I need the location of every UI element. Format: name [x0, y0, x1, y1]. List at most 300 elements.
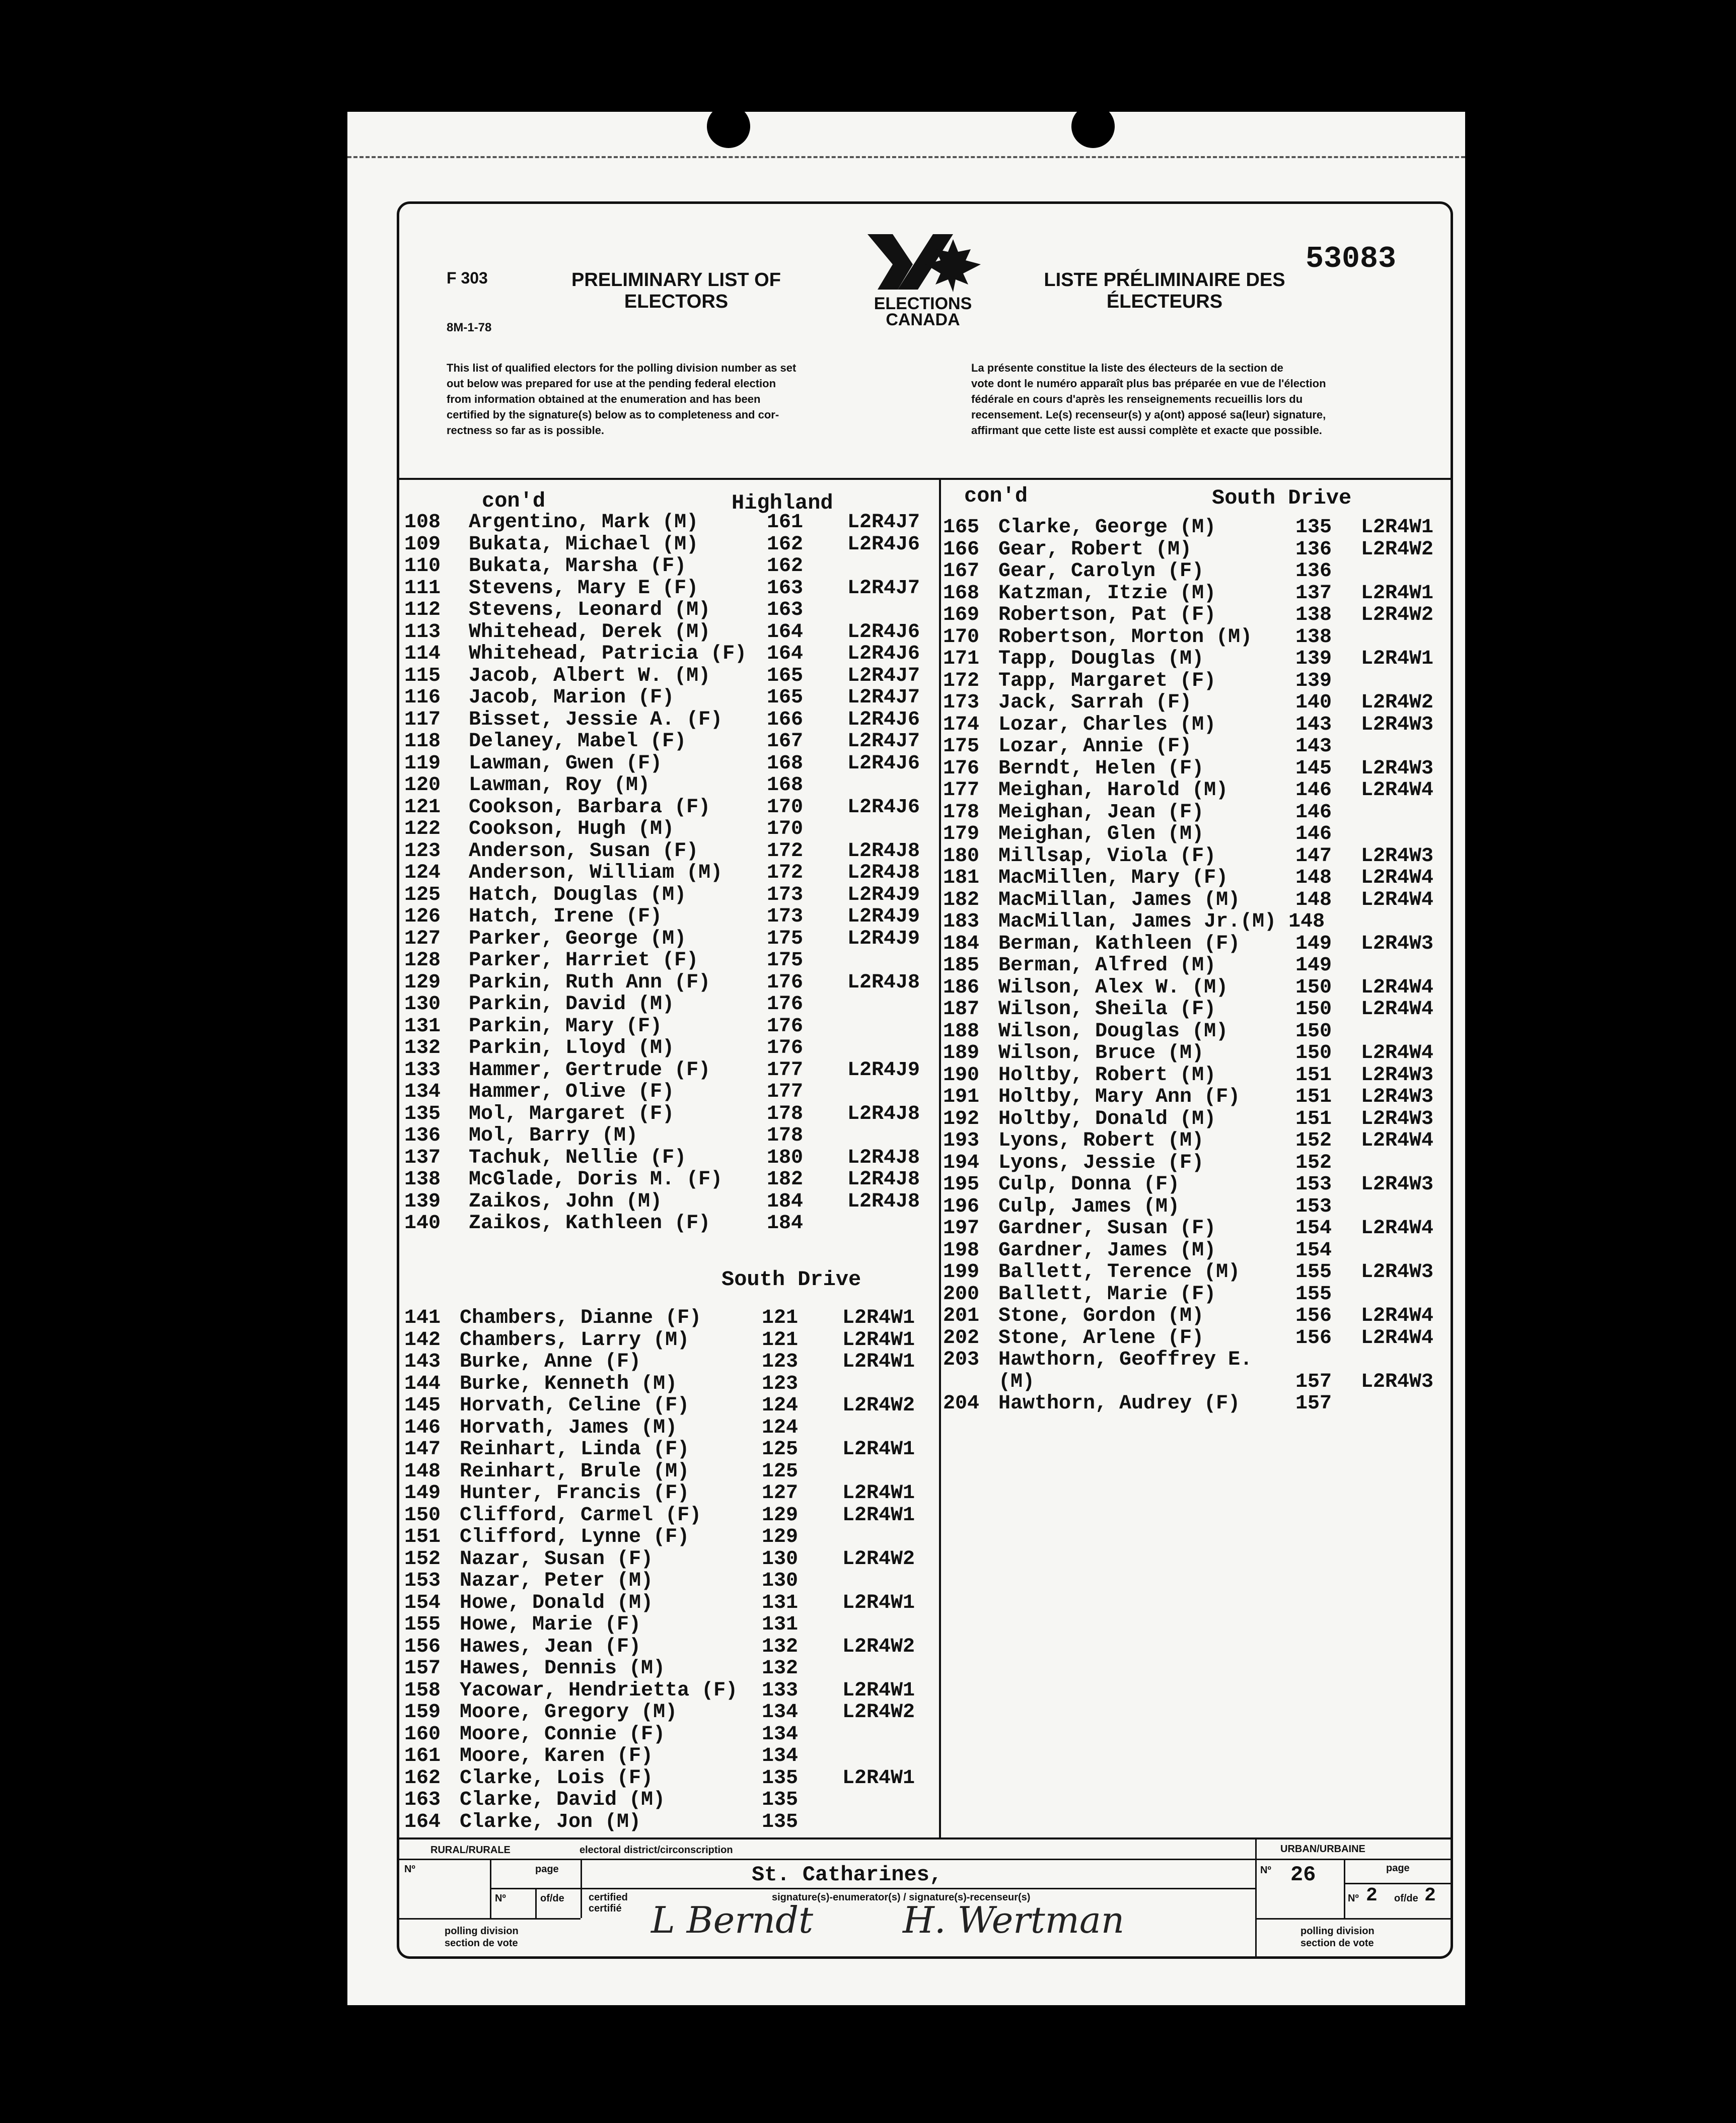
left-heading-contd: con'd: [482, 489, 546, 513]
postal-code: L2R4W2: [842, 1635, 915, 1658]
postal-code: L2R4J6: [847, 752, 920, 775]
house-number: 147: [1295, 844, 1332, 868]
elector-name: Horvath, Celine (F): [460, 1394, 690, 1417]
elector-name: Parkin, Lloyd (M): [469, 1037, 675, 1059]
elector-name: Hatch, Irene (F): [469, 905, 663, 928]
elector-name: Anderson, William (M): [469, 862, 723, 884]
elector-name: Lyons, Jessie (F): [998, 1151, 1204, 1174]
intro-line: La présente constitue la liste des électeurs de la section de: [971, 362, 1283, 374]
postal-code: L2R4W3: [1361, 1064, 1434, 1087]
intro-text-en: [447, 360, 890, 438]
house-number: 184: [767, 1190, 804, 1213]
form-code: F 303: [447, 269, 488, 287]
house-number: 175: [767, 949, 804, 972]
intro-line: This list of qualified electors for the polling division number as set: [447, 362, 797, 374]
elector-number: 127: [404, 927, 441, 950]
house-number: 145: [1295, 757, 1332, 780]
polling-label-right: polling division section de vote: [1300, 1926, 1375, 1949]
house-number: 124: [762, 1416, 799, 1439]
elector-number: 156: [404, 1635, 441, 1658]
title-en: [545, 269, 807, 313]
elector-name: Katzman, Itzie (M): [998, 582, 1216, 605]
elector-number: 201: [943, 1305, 980, 1327]
elector-number: 187: [943, 998, 980, 1021]
elector-number: 193: [943, 1129, 980, 1152]
postal-code: L2R4W2: [1361, 538, 1434, 561]
elector-number: 132: [404, 1037, 441, 1059]
house-number: 184: [767, 1212, 804, 1235]
elector-number: 196: [943, 1195, 980, 1218]
elector-name: Lozar, Annie (F): [998, 735, 1192, 758]
house-number: 164: [767, 620, 804, 644]
footer-rule: [1255, 1918, 1451, 1920]
elector-name: Chambers, Dianne (F): [460, 1307, 702, 1329]
footer-rule: [535, 1888, 537, 1918]
postal-code: L2R4J9: [847, 927, 920, 950]
elector-name: Meighan, Jean (F): [998, 801, 1204, 824]
intro-line: from information obtained at the enumeration and has been: [447, 393, 761, 405]
elector-name: Hawes, Jean (F): [460, 1635, 641, 1658]
postal-code: L2R4W1: [1361, 582, 1434, 605]
house-number: 168: [767, 774, 804, 797]
house-number: 150: [1295, 1020, 1332, 1043]
elector-name: Meighan, Glen (M): [998, 823, 1204, 845]
postal-code: L2R4J9: [847, 883, 920, 906]
urban-page-value: 2: [1366, 1885, 1378, 1906]
elector-name: Parker, George (M): [469, 927, 687, 950]
house-number: 136: [1295, 560, 1332, 583]
elector-number: 195: [943, 1173, 980, 1196]
house-number: 139: [1295, 648, 1332, 670]
elector-number: 155: [404, 1613, 441, 1636]
elector-number: 157: [404, 1657, 441, 1680]
elector-name: Clarke, Jon (M): [460, 1810, 641, 1833]
elector-name: Howe, Donald (M): [460, 1591, 654, 1614]
house-number: 124: [762, 1394, 799, 1417]
house-number: 154: [1295, 1217, 1332, 1240]
house-number: 148: [1295, 867, 1332, 889]
elector-number: 160: [404, 1723, 441, 1746]
title-fr-line2: ÉLECTEURS: [1106, 291, 1223, 312]
postal-code: L2R4J8: [847, 971, 920, 994]
elector-name: Holtby, Robert (M): [998, 1064, 1216, 1087]
postal-code: L2R4W4: [1361, 1305, 1434, 1327]
house-number: 172: [767, 839, 804, 863]
footer-rule: [1344, 1859, 1345, 1918]
elector-name: Culp, Donna (F): [998, 1173, 1180, 1196]
elector-name: Wilson, Douglas (M): [998, 1020, 1228, 1043]
elector-number: 190: [943, 1064, 980, 1087]
elector-number: 126: [404, 905, 441, 928]
elector-number: 166: [943, 538, 980, 561]
list-top-rule: [399, 478, 1451, 480]
elector-number: 192: [943, 1107, 980, 1130]
elector-name: Reinhart, Linda (F): [460, 1438, 690, 1461]
title-fr: [1034, 269, 1295, 313]
elector-number: 110: [404, 555, 441, 578]
house-number: 143: [1295, 713, 1332, 736]
house-number: 135: [762, 1766, 799, 1790]
intro-line: vote dont le numéro apparaît plus bas préparée en vue de l'élection: [971, 377, 1326, 390]
elector-number: 119: [404, 752, 441, 775]
elector-number: 148: [404, 1460, 441, 1483]
house-number: 177: [767, 1058, 804, 1082]
urban-of-label: of/de: [1394, 1893, 1418, 1904]
right-heading-street: South Drive: [1212, 486, 1352, 510]
postal-code: L2R4W3: [1361, 1173, 1434, 1196]
elector-number: 151: [404, 1526, 441, 1548]
elector-number: 150: [404, 1504, 441, 1527]
elector-number: 143: [404, 1351, 441, 1373]
footer-rule: [399, 1859, 1255, 1860]
postal-code: L2R4W4: [1361, 1129, 1434, 1152]
elector-number: 129: [404, 971, 441, 994]
elector-name: Bisset, Jessie A. (F): [469, 708, 723, 731]
house-number: 164: [767, 643, 804, 665]
electors-form: [397, 201, 1453, 1959]
elector-number: 131: [404, 1015, 441, 1038]
elector-number: 130: [404, 993, 441, 1016]
elector-number: 179: [943, 823, 980, 845]
elector-name: Zaikos, Kathleen (F): [469, 1212, 711, 1235]
elector-name: Holtby, Mary Ann (F): [998, 1086, 1241, 1108]
elector-name: Burke, Kenneth (M): [460, 1372, 678, 1395]
elector-number: 185: [943, 954, 980, 977]
elector-number: 128: [404, 949, 441, 972]
house-number: 132: [762, 1657, 799, 1680]
postal-code: L2R4W1: [842, 1504, 915, 1527]
elector-number: 189: [943, 1042, 980, 1065]
urban-label: URBAN/URBAINE: [1280, 1844, 1365, 1855]
left-heading-street: Highland: [732, 491, 833, 515]
signature-label: signature(s)-enumerator(s) / signature(s)-recenseur(s): [772, 1892, 1031, 1903]
elector-number: 158: [404, 1679, 441, 1702]
house-number: 170: [767, 796, 804, 819]
house-number: 136: [1295, 538, 1332, 561]
elector-name: Moore, Karen (F): [460, 1745, 654, 1767]
elector-name: Gear, Carolyn (F): [998, 560, 1204, 583]
postal-code: L2R4W1: [842, 1482, 915, 1505]
elector-number: 123: [404, 839, 441, 863]
logo-text: [857, 296, 988, 328]
form-date: 8M-1-78: [447, 321, 492, 334]
postal-code: L2R4J6: [847, 708, 920, 731]
house-number: 127: [762, 1482, 799, 1505]
house-number: 155: [1295, 1261, 1332, 1284]
elector-name: Robertson, Pat (F): [998, 604, 1216, 626]
house-number: 165: [767, 664, 804, 687]
elector-number: 176: [943, 757, 980, 780]
postal-code: L2R4W4: [1361, 998, 1434, 1021]
form-footer: [399, 1837, 1451, 1958]
elector-number: 198: [943, 1239, 980, 1262]
elector-name: Chambers, Larry (M): [460, 1328, 690, 1352]
elector-number: 113: [404, 620, 441, 644]
house-number: 134: [762, 1723, 799, 1746]
elector-name: Gear, Robert (M): [998, 538, 1192, 561]
elector-name: Moore, Gregory (M): [460, 1701, 678, 1724]
house-number: 165: [767, 686, 804, 709]
intro-line: certified by the signature(s) below as to completeness and cor-: [447, 408, 779, 421]
postal-code: L2R4J6: [847, 643, 920, 665]
footer-rule: [1255, 1859, 1451, 1860]
postal-code: L2R4W4: [1361, 779, 1434, 802]
elector-number: 173: [943, 691, 980, 714]
house-number: 140: [1295, 691, 1332, 714]
postal-code: L2R4J7: [847, 577, 920, 600]
elector-number: 167: [943, 560, 980, 583]
intro-line: out below was prepared for use at the pending federal election: [447, 377, 776, 390]
elector-name: Hunter, Francis (F): [460, 1482, 690, 1505]
postal-code: L2R4W4: [1361, 1042, 1434, 1065]
elector-number: 144: [404, 1372, 441, 1395]
postal-code: L2R4W4: [1361, 867, 1434, 889]
house-number: 153: [1295, 1173, 1332, 1196]
elector-number: 186: [943, 976, 980, 999]
elector-number: 138: [404, 1168, 441, 1191]
elector-name: Berndt, Helen (F): [998, 757, 1204, 780]
elector-number: 175: [943, 735, 980, 758]
postal-code: L2R4J8: [847, 1102, 920, 1125]
elector-number: 162: [404, 1766, 441, 1790]
house-number: 135: [762, 1789, 799, 1811]
elector-name: Lyons, Robert (M): [998, 1129, 1204, 1152]
elector-number: 178: [943, 801, 980, 824]
house-number: 131: [762, 1613, 799, 1636]
elector-name: Hawthorn, Geoffrey E.: [998, 1349, 1253, 1371]
house-number: 152: [1295, 1129, 1332, 1152]
elector-number: 174: [943, 713, 980, 736]
footer-rule: [399, 1918, 581, 1920]
house-number: 121: [762, 1328, 799, 1352]
elector-name: Parkin, Ruth Ann (F): [469, 971, 711, 994]
house-number: 157: [1295, 1370, 1332, 1393]
house-number: 133: [762, 1679, 799, 1702]
postal-code: L2R4J6: [847, 533, 920, 556]
elector-number: 140: [404, 1212, 441, 1235]
right-heading-contd: con'd: [964, 484, 1028, 508]
house-number: 152: [1295, 1151, 1332, 1174]
binder-hole: [1071, 105, 1115, 148]
elector-number: 112: [404, 599, 441, 621]
elector-number: 114: [404, 643, 441, 665]
house-number: 166: [767, 708, 804, 731]
title-en-line1: PRELIMINARY LIST OF: [571, 269, 781, 291]
elector-name: Hammer, Gertrude (F): [469, 1058, 711, 1082]
elector-number: 118: [404, 730, 441, 753]
elector-name: Meighan, Harold (M): [998, 779, 1228, 802]
elector-name: Gardner, Susan (F): [998, 1217, 1216, 1240]
house-number: 130: [762, 1547, 799, 1571]
postal-code: L2R4W1: [842, 1679, 915, 1702]
postal-code: L2R4W2: [842, 1701, 915, 1724]
house-number: 177: [767, 1081, 804, 1103]
urban-no-label: Nº: [1260, 1865, 1271, 1876]
elector-name: Stone, Arlene (F): [998, 1326, 1204, 1350]
elector-number: 124: [404, 862, 441, 884]
house-number: 172: [767, 862, 804, 884]
house-number: 125: [762, 1460, 799, 1483]
house-number: 149: [1295, 954, 1332, 977]
house-number: 138: [1295, 625, 1332, 649]
elector-number: 202: [943, 1326, 980, 1350]
postal-code: L2R4W2: [1361, 691, 1434, 714]
postal-code: L2R4W3: [1361, 1086, 1434, 1108]
elector-name: MacMillan, James Jr.(M) 148: [998, 910, 1325, 933]
elector-number: 199: [943, 1261, 980, 1284]
elector-number: 117: [404, 708, 441, 731]
house-number: 170: [767, 818, 804, 840]
elector-name: Lawman, Roy (M): [469, 774, 650, 797]
elector-number: 111: [404, 577, 441, 600]
rural-no-small: Nº: [495, 1893, 506, 1904]
elector-name: Stevens, Leonard (M): [469, 599, 711, 621]
elector-number: 165: [943, 516, 980, 539]
elector-name: Hawes, Dennis (M): [460, 1657, 666, 1680]
postal-code: L2R4W1: [1361, 516, 1434, 539]
elector-name: Moore, Connie (F): [460, 1723, 666, 1746]
house-number: 150: [1295, 1042, 1332, 1065]
elector-name: Jacob, Marion (F): [469, 686, 675, 709]
elector-number: 134: [404, 1081, 441, 1103]
postal-code: L2R4W3: [1361, 1107, 1434, 1130]
elector-number: 120: [404, 774, 441, 797]
intro-line: fédérale en cours d'après les renseignements recueillis lors du: [971, 393, 1303, 405]
elector-number: 182: [943, 888, 980, 911]
rural-label: RURAL/RURALE: [430, 1845, 511, 1856]
house-number: 154: [1295, 1239, 1332, 1262]
elector-name: Mol, Margaret (F): [469, 1102, 675, 1125]
house-number: 151: [1295, 1064, 1332, 1087]
postal-code: L2R4J9: [847, 1058, 920, 1082]
elector-number: 141: [404, 1307, 441, 1329]
intro-text-fr: [971, 360, 1414, 438]
elector-name: Parkin, Mary (F): [469, 1015, 663, 1038]
house-number: 151: [1295, 1086, 1332, 1108]
elector-name: Wilson, Sheila (F): [998, 998, 1216, 1021]
postal-code: L2R4W1: [842, 1307, 915, 1329]
elector-number: 168: [943, 582, 980, 605]
elector-name: Nazar, Susan (F): [460, 1547, 654, 1571]
house-number: 153: [1295, 1195, 1332, 1218]
district-label: electoral district/circonscription: [580, 1845, 733, 1856]
house-number: 176: [767, 993, 804, 1016]
elector-name: Parkin, David (M): [469, 993, 675, 1016]
elector-number: 177: [943, 779, 980, 802]
elector-number: 197: [943, 1217, 980, 1240]
elector-number: 163: [404, 1789, 441, 1811]
house-number: 151: [1295, 1107, 1332, 1130]
house-number: 129: [762, 1526, 799, 1548]
house-number: 149: [1295, 932, 1332, 955]
elector-name: Hawthorn, Audrey (F): [998, 1392, 1241, 1415]
urban-page-no-label: Nº: [1348, 1893, 1359, 1904]
elector-name: Tapp, Margaret (F): [998, 669, 1216, 692]
house-number: 173: [767, 883, 804, 906]
house-number: 134: [762, 1745, 799, 1767]
elector-number: 188: [943, 1020, 980, 1043]
elector-name: Clarke, George (M): [998, 516, 1216, 539]
house-number: 135: [1295, 516, 1332, 539]
elector-name: Anderson, Susan (F): [469, 839, 699, 863]
footer-rule: [1255, 1839, 1257, 1958]
elector-number: 194: [943, 1151, 980, 1174]
urban-no-value: 26: [1290, 1863, 1316, 1887]
intro-line: rectness so far as is possible.: [447, 424, 605, 437]
house-number: 161: [767, 511, 804, 534]
house-number: 163: [767, 599, 804, 621]
postal-code: L2R4W1: [842, 1351, 915, 1373]
postal-code: L2R4J7: [847, 511, 920, 534]
elector-number: 109: [404, 533, 441, 556]
elector-number: 137: [404, 1146, 441, 1169]
elector-number: 135: [404, 1102, 441, 1125]
house-number: 134: [762, 1701, 799, 1724]
postal-code: L2R4W3: [1361, 932, 1434, 955]
house-number: 168: [767, 752, 804, 775]
elector-name: Hatch, Douglas (M): [469, 883, 687, 906]
house-number: 176: [767, 1015, 804, 1038]
left-section2-heading: South Drive: [721, 1267, 861, 1292]
district-value: St. Catharines,: [752, 1863, 943, 1887]
house-number: 121: [762, 1307, 799, 1329]
elector-name: Holtby, Donald (M): [998, 1107, 1216, 1130]
elector-number: 164: [404, 1810, 441, 1833]
logo-line2: CANADA: [886, 310, 960, 329]
elector-number: 121: [404, 796, 441, 819]
elector-number: 116: [404, 686, 441, 709]
elector-name: McGlade, Doris M. (F): [469, 1168, 723, 1191]
house-number: 176: [767, 1037, 804, 1059]
signature-2: H. Wertman: [903, 1899, 1125, 1941]
postal-code: L2R4W3: [1361, 1370, 1434, 1393]
postal-code: L2R4J8: [847, 862, 920, 884]
elector-name: Stone, Gordon (M): [998, 1305, 1204, 1327]
elector-name: Clifford, Carmel (F): [460, 1504, 702, 1527]
house-number: 129: [762, 1504, 799, 1527]
urban-of-value: 2: [1424, 1885, 1436, 1906]
elector-number: 171: [943, 648, 980, 670]
elector-number: 180: [943, 844, 980, 868]
elector-name: Horvath, James (M): [460, 1416, 678, 1439]
urban-page-label: page: [1386, 1863, 1410, 1874]
signature-1: L Berndt: [651, 1899, 814, 1941]
postal-code: L2R4J7: [847, 686, 920, 709]
elector-name: Lawman, Gwen (F): [469, 752, 663, 775]
postal-code: L2R4W2: [842, 1547, 915, 1571]
rural-no-label: Nº: [404, 1864, 415, 1875]
elector-name: Jack, Sarrah (F): [998, 691, 1192, 714]
footer-rule: [1344, 1883, 1451, 1884]
elector-name: Ballett, Terence (M): [998, 1261, 1241, 1284]
house-number: 175: [767, 927, 804, 950]
postal-code: L2R4W4: [1361, 1217, 1434, 1240]
postal-code: L2R4J6: [847, 796, 920, 819]
elector-number: 145: [404, 1394, 441, 1417]
elector-name: Bukata, Michael (M): [469, 533, 699, 556]
house-number: 148: [1295, 888, 1332, 911]
elector-name: Nazar, Peter (M): [460, 1570, 654, 1592]
house-number: 139: [1295, 669, 1332, 692]
intro-line: affirmant que cette liste est aussi complète et exacte que possible.: [971, 424, 1322, 437]
perforation-line: [347, 156, 1465, 158]
serial-number: 53083: [1306, 242, 1397, 276]
house-number: 182: [767, 1168, 804, 1191]
elector-name: Cookson, Hugh (M): [469, 818, 675, 840]
binder-hole: [707, 105, 750, 148]
elector-name: Berman, Alfred (M): [998, 954, 1216, 977]
elector-number: 170: [943, 625, 980, 649]
